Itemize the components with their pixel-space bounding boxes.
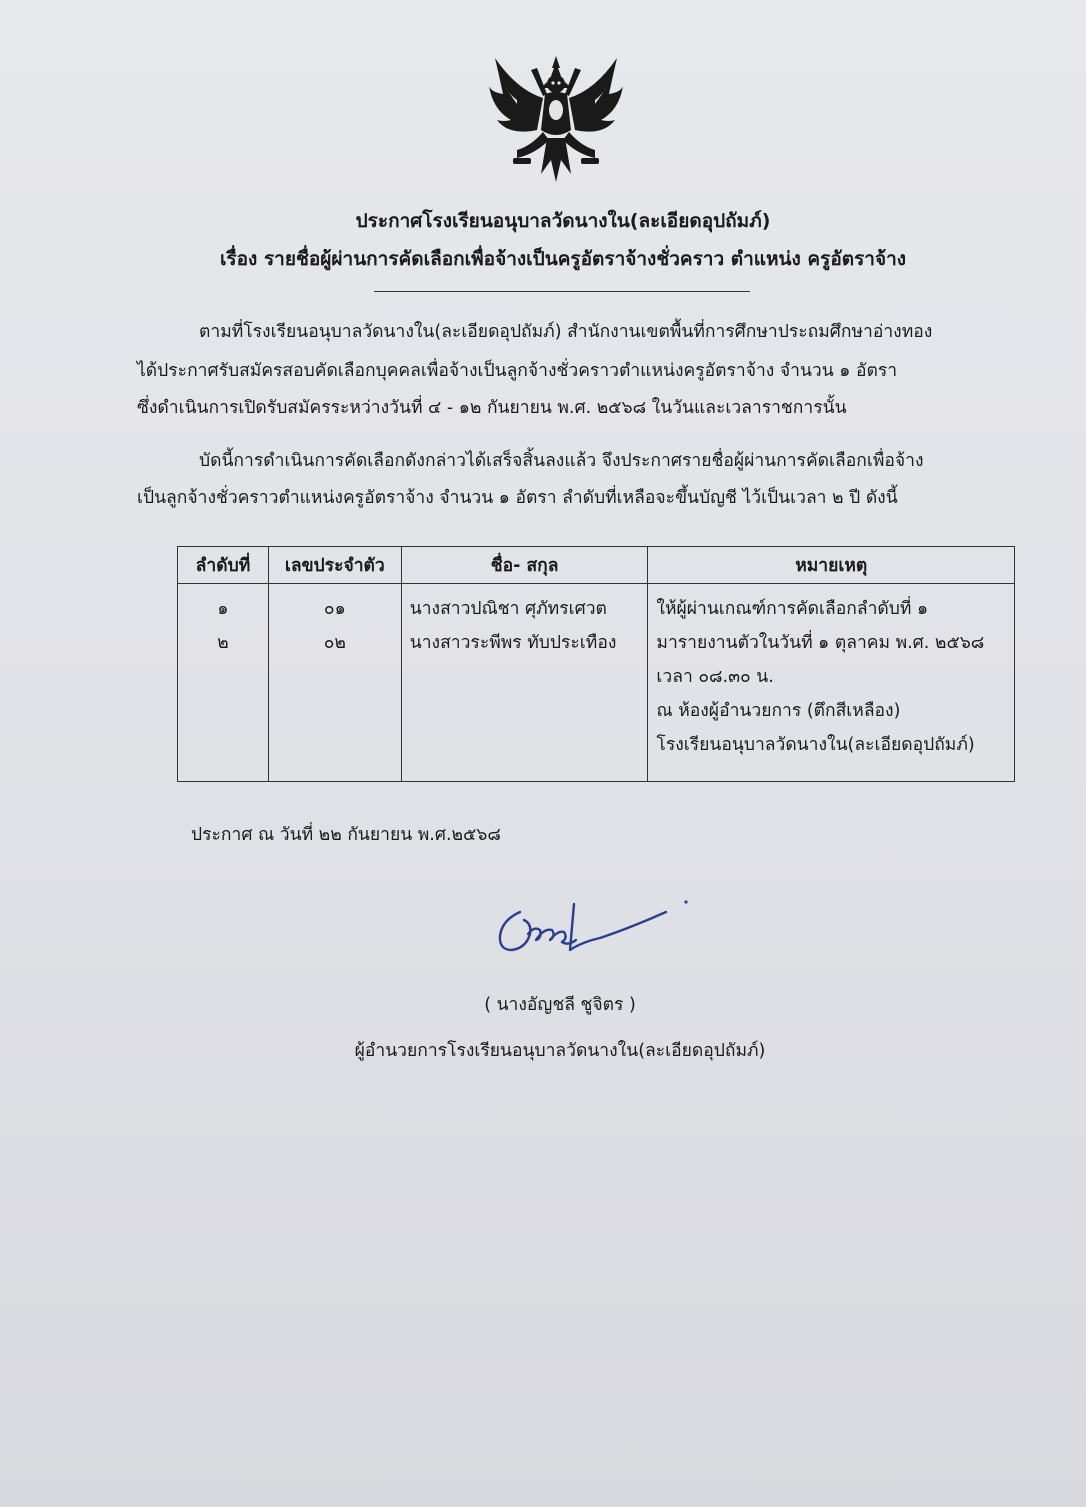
header-order: ลำดับที่ (178, 547, 269, 584)
header-remark: หมายเหตุ (648, 547, 1015, 584)
paragraph-2-line-2: เป็นลูกจ้างชั่วคราวตำแหน่งครูอัตราจ้าง จำนวน ๑ อัตรา ลำดับที่เหลือจะขึ้นบัญชี ไว้เป็นเวลา ๒ ปี ดังนี้ (137, 488, 898, 508)
signer-position: ผู้อำนวยการโรงเรียนอนุบาลวัดนางใน(ละเอียดอุปถัมภ์) (354, 1041, 766, 1061)
announcement-title: ประกาศโรงเรียนอนุบาลวัดนางใน(ละเอียดอุปถัมภ์) (355, 210, 771, 232)
announcement-subject: เรื่อง รายชื่อผู้ผ่านการคัดเลือกเพื่อจ้างเป็นครูอัตราจ้างชั่วคราว ตำแหน่ง ครูอัตราจ้าง (219, 248, 907, 270)
name-1: นางสาวปณิชา ศุภัทรเศวต (409, 599, 607, 619)
id-2: ๐๒ (323, 633, 346, 653)
paragraph-1-line-2: ได้ประกาศรับสมัครสอบคัดเลือกบุคคลเพื่อจ้างเป็นลูกจ้างชั่วคราวตำแหน่งครูอัตราจ้าง จำนวน ๑ อัตรา (137, 361, 898, 381)
garuda-emblem-icon (487, 50, 625, 188)
table-header-row (178, 547, 1015, 584)
order-2: ๒ (217, 633, 229, 653)
remark-cell (648, 584, 1015, 782)
name-cell (401, 584, 648, 782)
order-1: ๑ (217, 599, 229, 619)
remark-line-5: โรงเรียนอนุบาลวัดนางใน(ละเอียดอุปถัมภ์) (656, 735, 975, 755)
title-divider (374, 291, 750, 292)
id-cell (268, 584, 401, 782)
table-row (178, 584, 1015, 782)
remark-line-2: มารายงานตัวในวันที่ ๑ ตุลาคม พ.ศ. ๒๕๖๘ (656, 633, 985, 653)
paragraph-1-line-1: ตามที่โรงเรียนอนุบาลวัดนางใน(ละเอียดอุปถัมภ์) สำนักงานเขตพื้นที่การศึกษาประถมศึกษาอ่างทอง (199, 322, 933, 342)
results-table (177, 546, 1015, 782)
remark-line-1: ให้ผู้ผ่านเกณฑ์การคัดเลือกลำดับที่ ๑ (656, 599, 929, 619)
order-cell (178, 584, 269, 782)
announcement-date: ประกาศ ณ วันที่ ๒๒ กันยายน พ.ศ.๒๕๖๘ (191, 825, 501, 845)
remark-line-3: เวลา ๐๘.๓๐ น. (656, 667, 774, 687)
header-id: เลขประจำตัว (268, 547, 401, 584)
paragraph-2-line-1: บัดนี้การดำเนินการคัดเลือกดังกล่าวได้เสร็จสิ้นลงแล้ว จึงประกาศรายชื่อผู้ผ่านการคัดเลือกเพื่อจ้าง (199, 451, 924, 471)
signature-icon (490, 890, 700, 970)
signer-name: ( นางอัญชลี ชูจิตร ) (484, 995, 636, 1015)
header-name: ชื่อ- สกุล (401, 547, 648, 584)
remark-line-4: ณ ห้องผู้อำนวยการ (ตึกสีเหลือง) (656, 701, 901, 721)
paragraph-1-line-3: ซึ่งดำเนินการเปิดรับสมัครระหว่างวันที่ ๔ - ๑๒ กันยายน พ.ศ. ๒๕๖๘ ในวันและเวลาราชการนั้น (137, 398, 847, 418)
id-1: ๐๑ (323, 599, 346, 619)
name-2: นางสาวระพีพร ทับประเทือง (409, 633, 617, 653)
